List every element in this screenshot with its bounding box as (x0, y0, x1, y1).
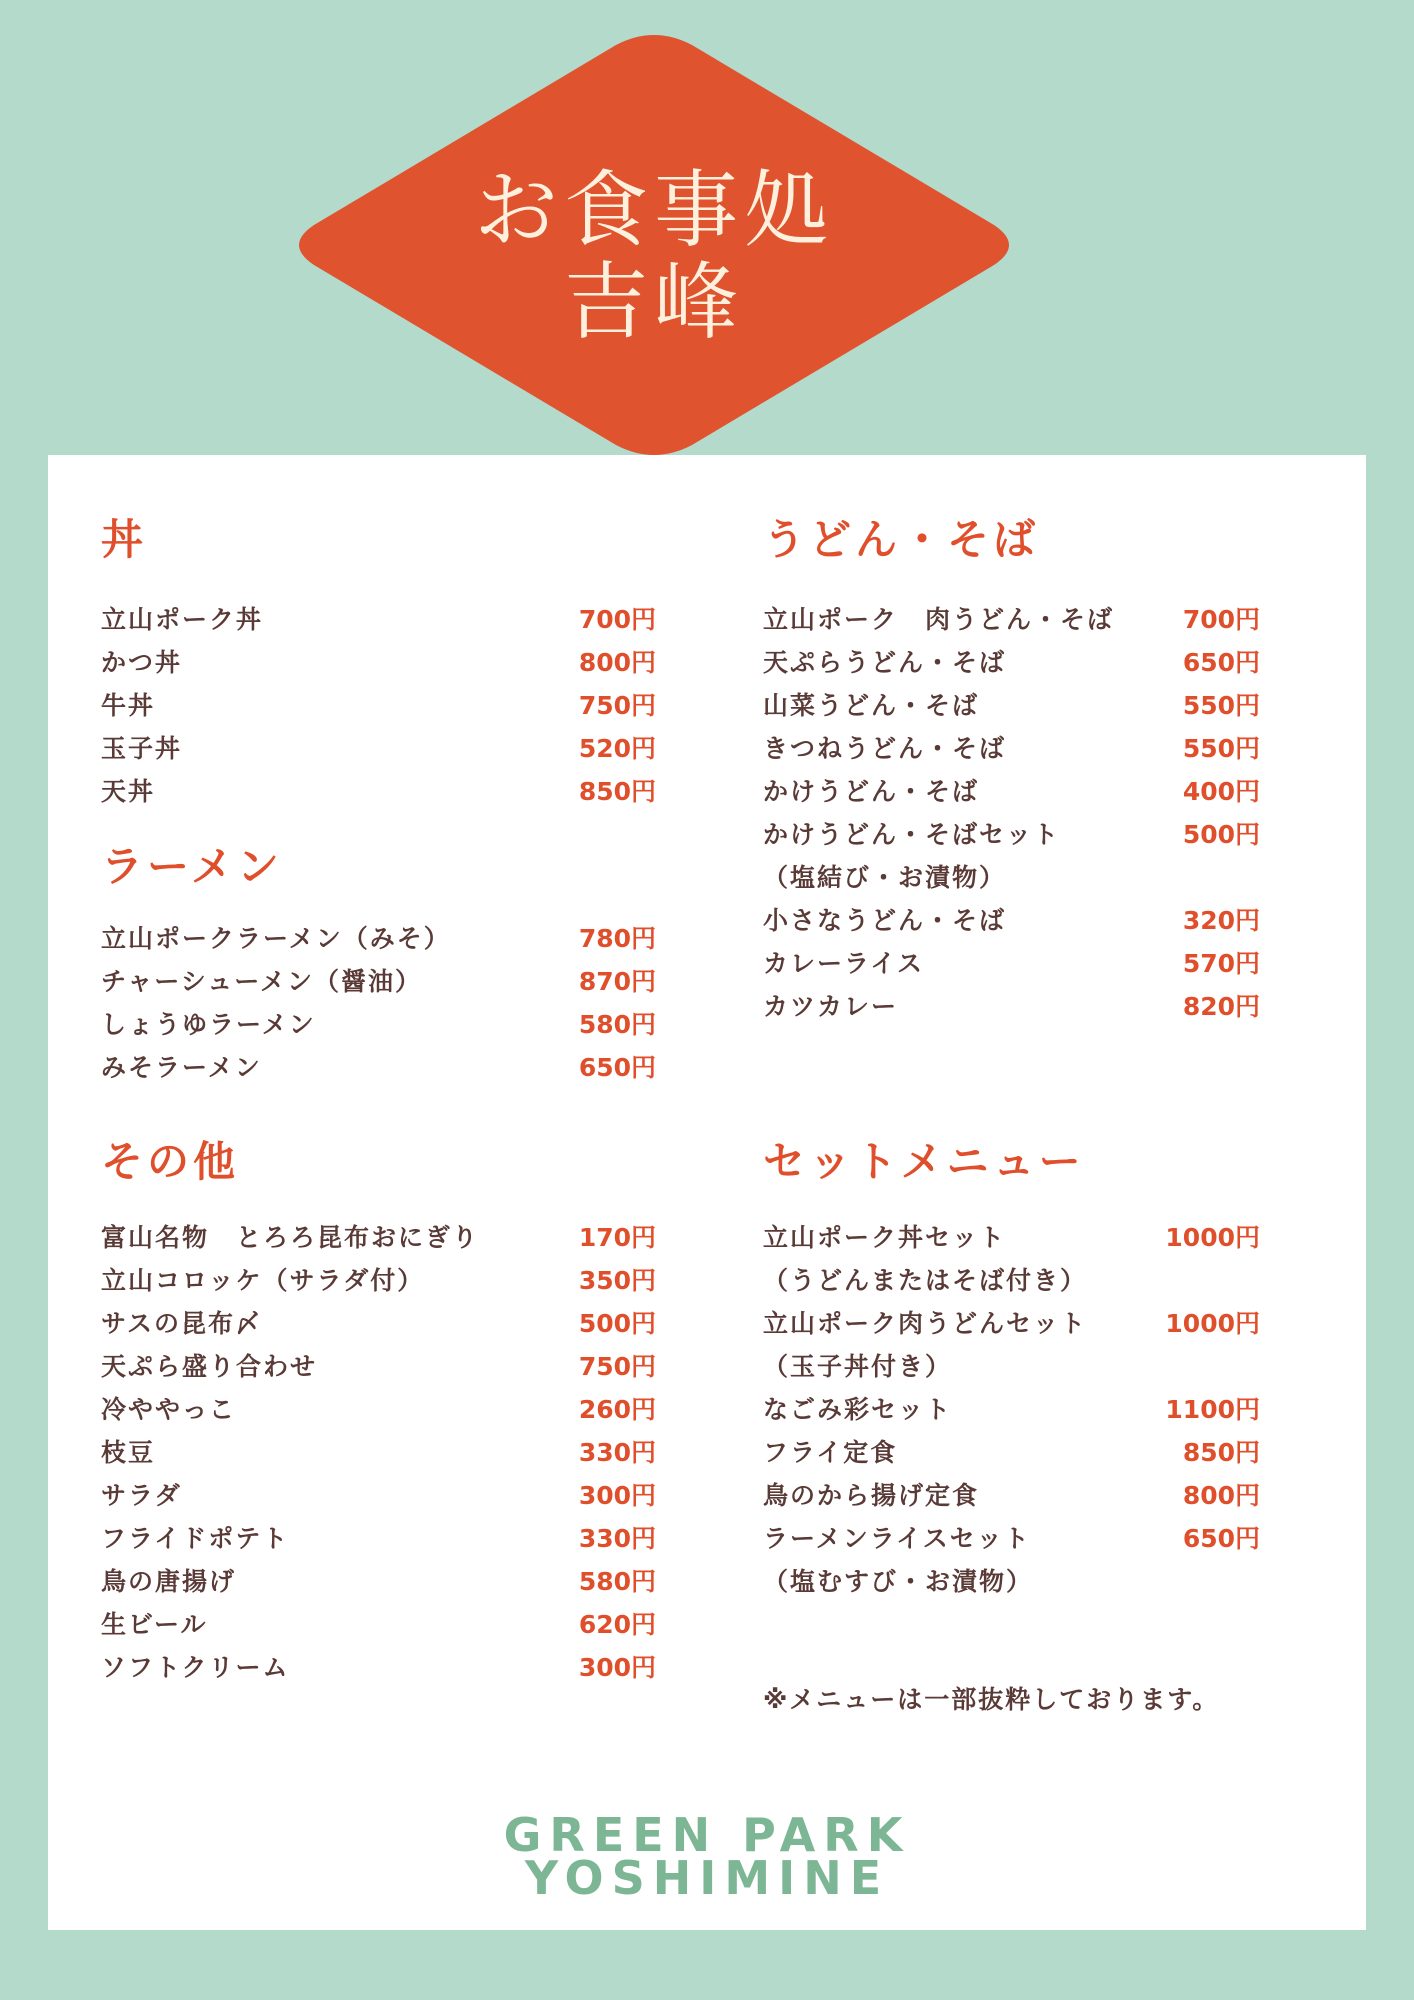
menu-item-price: 400円 (1182, 777, 1260, 806)
menu-item-name: 生ビール (101, 1610, 208, 1639)
menu-item-name: 天ぷらうどん・そば (763, 648, 1007, 677)
menu-item-name: （玉子丼付き） (763, 1352, 953, 1381)
menu-item-name: 冷ややっこ (101, 1395, 237, 1424)
menu-item (101, 1646, 656, 1689)
section-title-udon: うどん・そば (763, 515, 1040, 564)
menu-item-name: フライ定食 (763, 1438, 898, 1467)
menu-item (101, 641, 656, 684)
menu-item-price: 870円 (578, 967, 656, 996)
menu-item-name: みそラーメン (101, 1053, 262, 1082)
menu-item-price: 300円 (578, 1653, 656, 1682)
section-title-donburi: 丼 (101, 515, 148, 564)
menu-item-price: 780円 (578, 924, 656, 953)
menu-item (763, 942, 1260, 985)
title-badge (294, 35, 1014, 455)
menu-item-name: かつ丼 (101, 648, 183, 677)
menu-item (101, 917, 656, 960)
menu-item (101, 770, 656, 813)
menu-item (763, 985, 1260, 1028)
restaurant-title-line2: 吉峰 (563, 253, 744, 351)
menu-item (763, 1431, 1260, 1474)
menu-item (763, 598, 1260, 641)
menu-item-price: 750円 (578, 1352, 656, 1381)
menu-item-price: 550円 (1182, 691, 1260, 720)
menu-item-name: （塩むすび・お漬物） (763, 1567, 1034, 1596)
menu-item (763, 856, 1260, 899)
menu-item (763, 1259, 1260, 1302)
footer-brand-line1: GREEN PARK (503, 1808, 911, 1862)
menu-item-price: 580円 (578, 1567, 656, 1596)
menu-item-price: 520円 (578, 734, 656, 763)
menu-item (763, 1216, 1260, 1259)
menu-item-price: 820円 (1182, 992, 1260, 1021)
menu-item (763, 1302, 1260, 1345)
menu-item-name: 小さなうどん・そば (763, 906, 1007, 935)
menu-item-name: 山菜うどん・そば (763, 691, 980, 720)
menu-item-price: 350円 (578, 1266, 656, 1295)
menu-item (101, 1345, 656, 1388)
menu-item-name: サラダ (101, 1481, 182, 1510)
menu-item-name: きつねうどん・そば (763, 734, 1007, 763)
menu-item (763, 770, 1260, 813)
menu-item (763, 641, 1260, 684)
menu-item-price: 800円 (578, 648, 656, 677)
menu-item-price: 550円 (1182, 734, 1260, 763)
menu-item-price: 850円 (578, 777, 656, 806)
menu-item (763, 1517, 1260, 1560)
menu-item (101, 1603, 656, 1646)
menu-item-price: 1100円 (1165, 1395, 1260, 1424)
section-title-other: その他 (101, 1137, 240, 1186)
menu-item (763, 1345, 1260, 1388)
menu-item-name: 立山ポーク丼 (101, 605, 264, 634)
menu-item (763, 727, 1260, 770)
menu-item (101, 684, 656, 727)
menu-item (101, 1216, 656, 1259)
menu-item-name: 鳥の唐揚げ (101, 1567, 237, 1596)
menu-item-name: 立山ポーク肉うどんセット (763, 1309, 1088, 1338)
menu-item-name: カツカレー (763, 992, 899, 1021)
menu-item-name: 立山ポークラーメン（みそ） (101, 924, 451, 953)
menu-item-price: 500円 (578, 1309, 656, 1338)
menu-item-price: 1000円 (1165, 1223, 1260, 1252)
section-title-set: セットメニュー (763, 1137, 1085, 1186)
restaurant-title-line1: お食事処 (473, 161, 834, 259)
menu-item-name: カレーライス (763, 949, 925, 978)
menu-item-name: 鳥のから揚げ定食 (763, 1481, 980, 1510)
menu-item-name: 天丼 (101, 777, 156, 806)
menu-item-name: チャーシューメン（醤油） (101, 967, 423, 996)
menu-item-name: 立山ポーク丼セット (763, 1223, 1007, 1252)
menu-item-name: 天ぷら盛り合わせ (101, 1352, 318, 1381)
menu-item-name: 枝豆 (101, 1438, 156, 1467)
menu-item-price: 750円 (578, 691, 656, 720)
menu-item-price: 800円 (1182, 1481, 1260, 1510)
menu-item-price: 650円 (1182, 648, 1260, 677)
menu-item-name: 立山コロッケ（サラダ付） (101, 1266, 425, 1295)
menu-note: ※メニューは一部抜粋しております。 (763, 1685, 1220, 1714)
menu-item-name: かけうどん・そばセット (763, 820, 1061, 849)
menu-item (101, 598, 656, 641)
menu-item-price: 500円 (1182, 820, 1260, 849)
menu-item-price: 700円 (1182, 605, 1260, 634)
menu-item (763, 1388, 1260, 1431)
menu-item-price: 300円 (578, 1481, 656, 1510)
menu-item-price: 330円 (578, 1524, 656, 1553)
menu-item (101, 1431, 656, 1474)
menu-item-name: サスの昆布〆 (101, 1309, 263, 1338)
menu-item-price: 850円 (1182, 1438, 1260, 1467)
menu-item (101, 1259, 656, 1302)
menu-item (763, 813, 1260, 856)
menu-item (101, 727, 656, 770)
menu-item-name: かけうどん・そば (763, 777, 980, 806)
footer-brand-line2: YOSHIMINE (524, 1851, 890, 1905)
menu-item (101, 1560, 656, 1603)
menu-item-price: 650円 (578, 1053, 656, 1082)
menu-item (101, 1302, 656, 1345)
menu-item-price: 570円 (1182, 949, 1260, 978)
menu-item-price: 330円 (578, 1438, 656, 1467)
menu-item-price: 620円 (578, 1610, 656, 1639)
menu-item-name: 立山ポーク 肉うどん・そば (763, 605, 1115, 634)
menu-item (763, 1474, 1260, 1517)
menu-item-name: （塩結び・お漬物） (763, 863, 1007, 892)
menu-item-price: 1000円 (1165, 1309, 1260, 1338)
menu-item-name: ソフトクリーム (101, 1653, 290, 1682)
menu-item-name: （うどんまたはそば付き） (763, 1266, 1088, 1295)
menu-item-price: 260円 (578, 1395, 656, 1424)
section-title-ramen: ラーメン (101, 842, 283, 891)
menu-item (763, 684, 1260, 727)
menu-item (101, 960, 656, 1003)
menu-item-name: 玉子丼 (101, 734, 183, 763)
menu-item (101, 1003, 656, 1046)
menu-item-name: 富山名物 とろろ昆布おにぎり (101, 1223, 480, 1252)
menu-item-price: 170円 (578, 1223, 656, 1252)
menu-item-name: なごみ彩セット (763, 1395, 953, 1424)
menu-item (101, 1517, 656, 1560)
menu-item-price: 580円 (578, 1010, 656, 1039)
menu-item (101, 1474, 656, 1517)
menu-item (763, 899, 1260, 942)
menu-item-name: ラーメンライスセット (763, 1524, 1031, 1553)
menu-item (101, 1046, 656, 1089)
menu-item-price: 320円 (1182, 906, 1260, 935)
menu-item-name: しょうゆラーメン (101, 1010, 316, 1039)
menu-item-price: 700円 (578, 605, 656, 634)
menu-item (763, 1560, 1260, 1603)
menu-item-price: 650円 (1182, 1524, 1260, 1553)
menu-item (101, 1388, 656, 1431)
menu-item-name: 牛丼 (101, 691, 156, 720)
menu-item-name: フライドポテト (101, 1524, 290, 1553)
